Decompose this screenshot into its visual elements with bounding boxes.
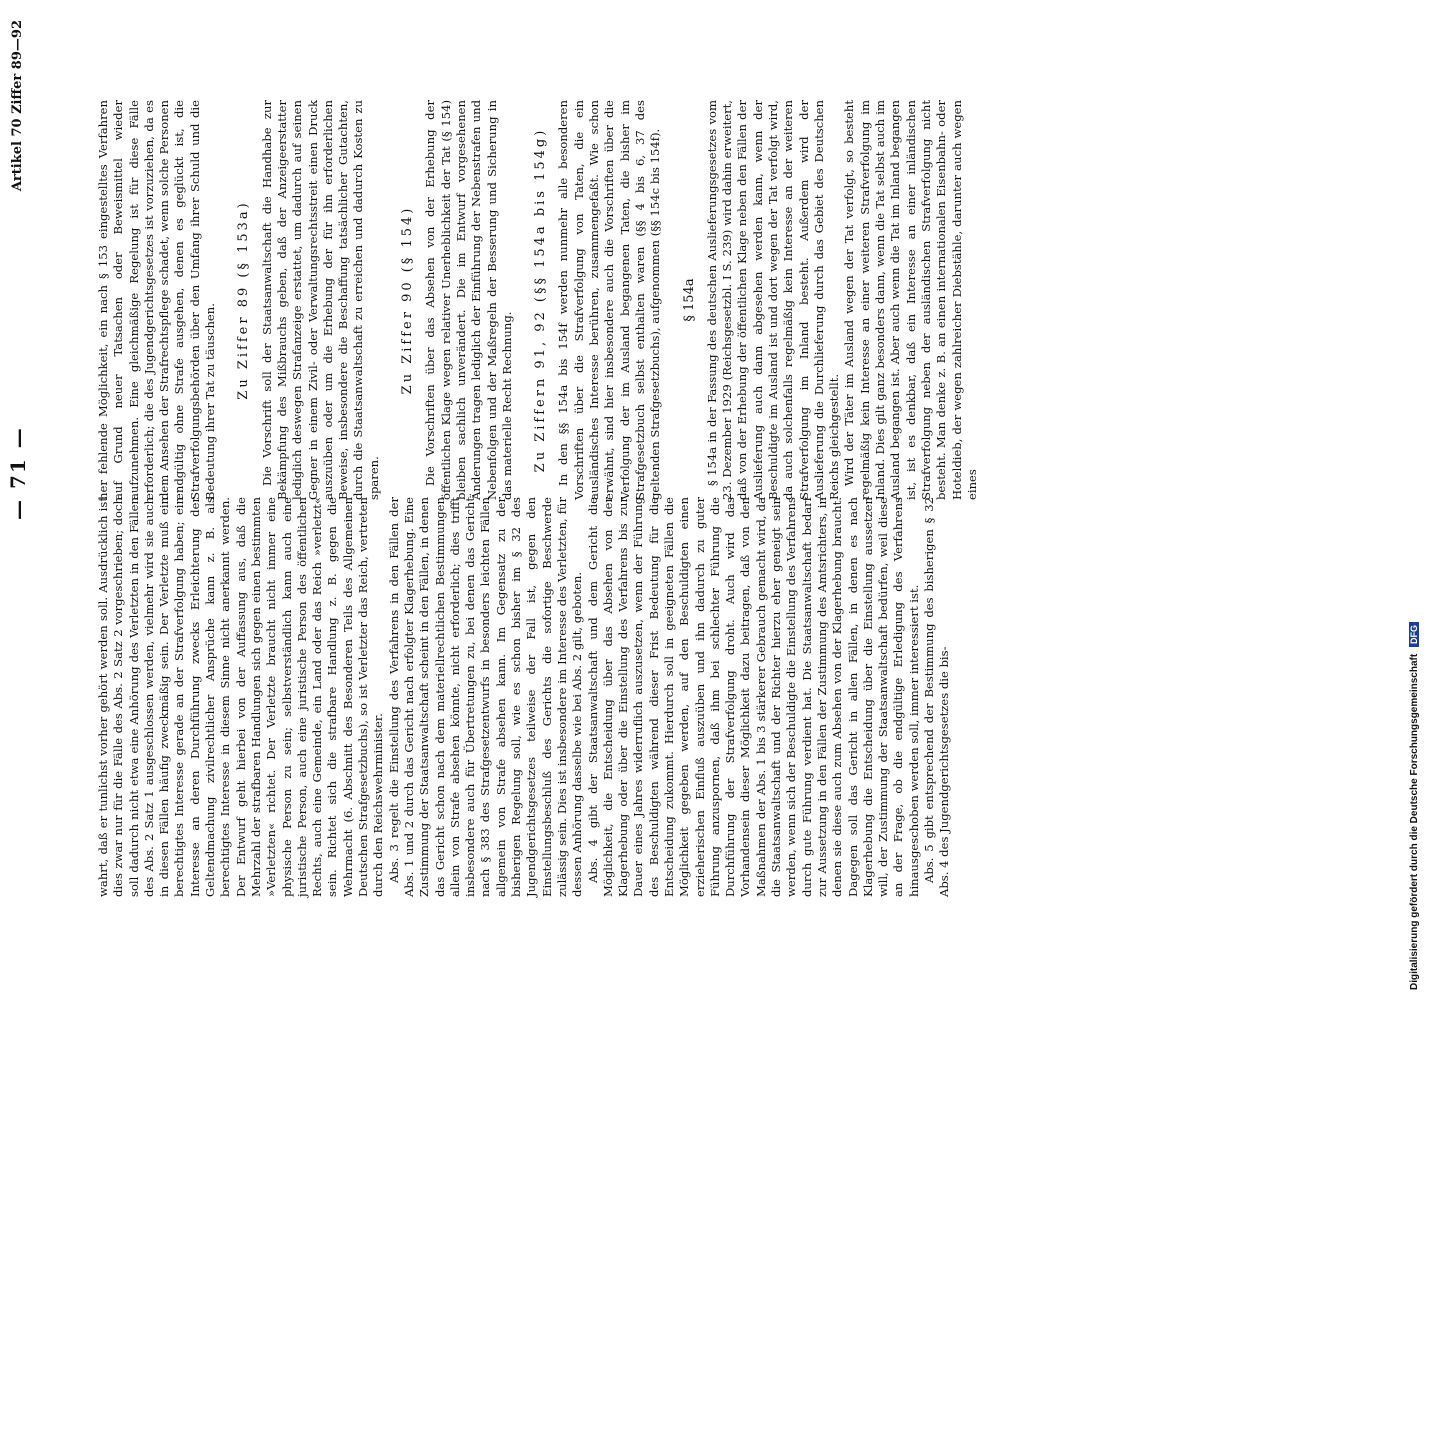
section-heading: Zu Ziffer 89 (§ 153a) (236, 200, 252, 400)
paragraph: Die Vorschrift soll der Staatsanwaltschaft die Handhabe zur Bekämpfung des Mißbrauchs geben, daß der Anzeigeerstatter lediglich deswegen Strafanzeige erstattet, um dadurch auf seinen Gegner in einem Zivil- oder Verwaltungsrechtsstreit einen Druck auszuüben oder um die Erhebung der für ihn erforderlichen Beweise, insbesondere die Beschaffung tatsächlicher Gutachten, durch die Staatsanwaltschaft zu erreichen und dadurch Kosten zu sparen. (259, 100, 381, 500)
credit-text: Digitalisierung gefördert durch die Deutsche Forschungsgemeinschaft (1409, 653, 1420, 990)
digitization-credit (1409, 10, 1429, 990)
running-head: Artikel 70 Ziffer 89—92 (10, 20, 25, 192)
paragraph: Wird der Täter im Ausland wegen der Tat verfolgt, so besteht regelmäßig kein Interesse an einer weiteren Strafverfolgung im Inland. Dies gilt ganz besonders dann, wenn die Tat selbst auch im Ausland begangen ist. Aber auch wenn die Tat im Inland begangen ist, ist es denkbar, daß ein Interesse an einer inländischen Strafverfolgung neben der ausländischen Strafverfolgung nicht besteht. Man denke z. B. an einen internationalen Eisenbahn- oder Hoteldieb, der wegen zahlreicher Diebstähle, darunter auch wegen eines (842, 100, 979, 500)
section-heading: Zu Ziffer 90 (§ 154) (400, 205, 416, 395)
paragraph: Abs. 3 regelt die Einstellung des Verfahrens in den Fällen der Abs. 1 und 2 durch das Gericht nach erfolgter Klagerhebung. Eine Zustimmung der Staatsanwaltschaft scheint in den Fällen, in denen das Gericht schon nach dem materiellrechtlichen Bestimmungen allein von Strafe absehen könnte, nicht erforderlich; dies trifft insbesondere auch für Übertretungen zu, bei denen das Gericht nach § 383 des Strafgesetzentwurfs in besonders leichten Fällen allgemein von Strafe absehen kann. Im Gegensatz zu der bisherigen Regelung soll, wie es schon bisher im § 32 des Jugendgerichtsgesetzes teilweise der Fall ist, gegen den Einstellungsbeschluß des Gerichts die sofortige Beschwerde zulässig sein. Dies ist insbesondere im Interesse des Verletzten, für dessen Anhörung dasselbe wie bei Abs. 2 gilt, geboten. (386, 497, 585, 897)
paragraph: Abs. 5 gibt entsprechend der Bestimmung des bisherigen § 32 Abs. 4 des Jugendgerichtsgesetzes die bis- (922, 497, 952, 897)
paragraph: her fehlende Möglichkeit, ein nach § 153 eingestelltes Verfahren auf Grund neuer Tatsachen oder Beweismittel wieder aufzunehmen. Eine gleichmäßige Regelung ist für diese Fälle erforderlich; die des Jugendgerichtsgesetzes ist vorzuziehen, da es dem Ansehen der Strafrechtspflege schadet, wenn solche Personen endgültig ohne Strafe ausgehen, denen es geglückt ist, die Strafverfolgungsbehörden über den Umfang ihrer Schuld und die Bedeutung ihrer Tat zu täuschen. (96, 100, 218, 500)
section-heading: § 154a (681, 278, 697, 322)
paragraph: § 154a in der Fassung des deutschen Auslieferungsgesetzes vom 23. Dezember 1929 (Reichsgesetzbl. I S. 239) wird dahin erweitert, daß von der Erhebung der öffentlichen Klage neben den Fällen der Auslieferung auch dann abgesehen werden kann, wenn der Beschuldigte im Ausland ist und dort wegen der Tat verfolgt wird, da auch solchenfalls regelmäßig kein Interesse an der weiteren Strafverfolgung im Inland besteht. Außerdem wird der Auslieferung die Durchlieferung durch das Gebiet des Deutschen Reichs gleichgestellt. (704, 100, 842, 500)
page-header (0, 20, 40, 900)
dfg-logo: DFG (1409, 622, 1419, 647)
section-heading: Zu Ziffern 91, 92 (§§ 154a bis 154g) (533, 127, 549, 473)
left-column (96, 497, 953, 897)
paragraph: Die Vorschriften über das Absehen von der Erhebung der öffentlichen Klage wegen relativer Unerheblichkeit der Tat (§ 154) bleiben sachlich unverändert. Die im Entwurf vorgesehenen Änderungen tragen lediglich der Einführung der Nebenstrafen und Nebenfolgen und der Maßregeln der Besserung und Sicherung in das materielle Recht Rechnung. (423, 100, 514, 500)
paragraph: wahrt, daß er tunlichst vorher gehört werden soll. Ausdrücklich ist dies zwar nur für die Fälle des Abs. 2 Satz 2 vorgeschrieben; doch soll dadurch nicht etwa eine Anhörung des Verletzten in den Fällen des Abs. 2 Satz 1 ausgeschlossen werden, vielmehr wird sie auch in diesen Fällen häufig zweckmäßig sein. Der Verletzte muß ein berechtigtes Interesse gerade an der Strafverfolgung haben; ein Interesse an deren Durchführung zwecks Erleichterung der Geltendmachung zivilrechtlicher Ansprüche kann z. B. als berechtigtes Interesse in diesem Sinne nicht anerkannt werden. Der Entwurf geht hierbei von der Auffassung aus, daß die Mehrzahl der strafbaren Handlungen sich gegen einen bestimmten »Verletzten« richtet. Der Verletzte braucht nicht immer eine physische Person zu sein; selbstverständlich kann auch eine juristische Person, auch eine juristische Person des öffentlichen Rechts, auch eine Gemeinde, ein Land oder das Reich »verletzt« sein. Richtet sich die strafbare Handlung z. B. gegen die Wehrmacht (6. Abschnitt des Besonderen Teils des Allgemeinen Deutschen Strafgesetzbuchs), so ist Verletzter das Reich, vertreten durch den Reichswehrminister. (96, 497, 386, 897)
credit-line (1409, 10, 1420, 990)
paragraph: Abs. 4 gibt der Staatsanwaltschaft und dem Gericht die Möglichkeit, die Entscheidung über das Absehen von der Klagerhebung oder über die Einstellung des Verfahrens bis zur Dauer eines Jahres widerruflich auszusetzen, wenn der Führung des Beschuldigten während dieser Frist Bedeutung für die Entscheidung zukommt. Hierdurch soll in geeigneten Fällen die Möglichkeit gegeben werden, auf den Beschuldigten einen erzieherischen Einfluß auszuüben und ihn dadurch zu guter Führung anzuspornen, daß ihm bei schlechter Führung die Durchführung der Strafverfolgung droht. Auch wird das Vorhandensein dieser Möglichkeit dazu beitragen, daß von den Maßnahmen der Abs. 1 bis 3 stärkerer Gebrauch gemacht wird, da die Staatsanwaltschaft und der Richter hierzu eher geneigt sein werden, wenn sich der Beschuldigte die Einstellung des Verfahrens durch gute Führung verdient hat. Die Staatsanwaltschaft bedarf zur Aussetzung in den Fällen der Zustimmung des Amtsrichters, in denen sie diese auch zum Absehen von der Klagerhebung braucht. Dagegen soll das Gericht in allen Fällen, in denen es nach Klagerhebung die Entscheidung über die Einstellung aussetzen will, der Zustimmung der Staatsanwaltschaft bedürfen, weil diese an der Frage, ob die endgültige Erledigung des Verfahrens hinausgeschoben werden soll, immer interessiert ist. (585, 497, 921, 897)
page-number: — 71 — (6, 426, 30, 520)
right-column (96, 100, 980, 500)
paragraph: In den §§ 154a bis 154f werden nunmehr alle besonderen Vorschriften über die Strafverfolgung von Taten, die ein ausländisches Interesse berühren, zusammengefaßt. Wie schon erwähnt, sind hier insbesondere auch die Vorschriften über die Verfolgung der im Ausland begangenen Taten, die bisher im Strafgesetzbuch selbst enthalten waren (§§ 4 bis 6, 37 des geltenden Strafgesetzbuchs), aufgenommen (§§ 154c bis 154f). (556, 100, 663, 500)
